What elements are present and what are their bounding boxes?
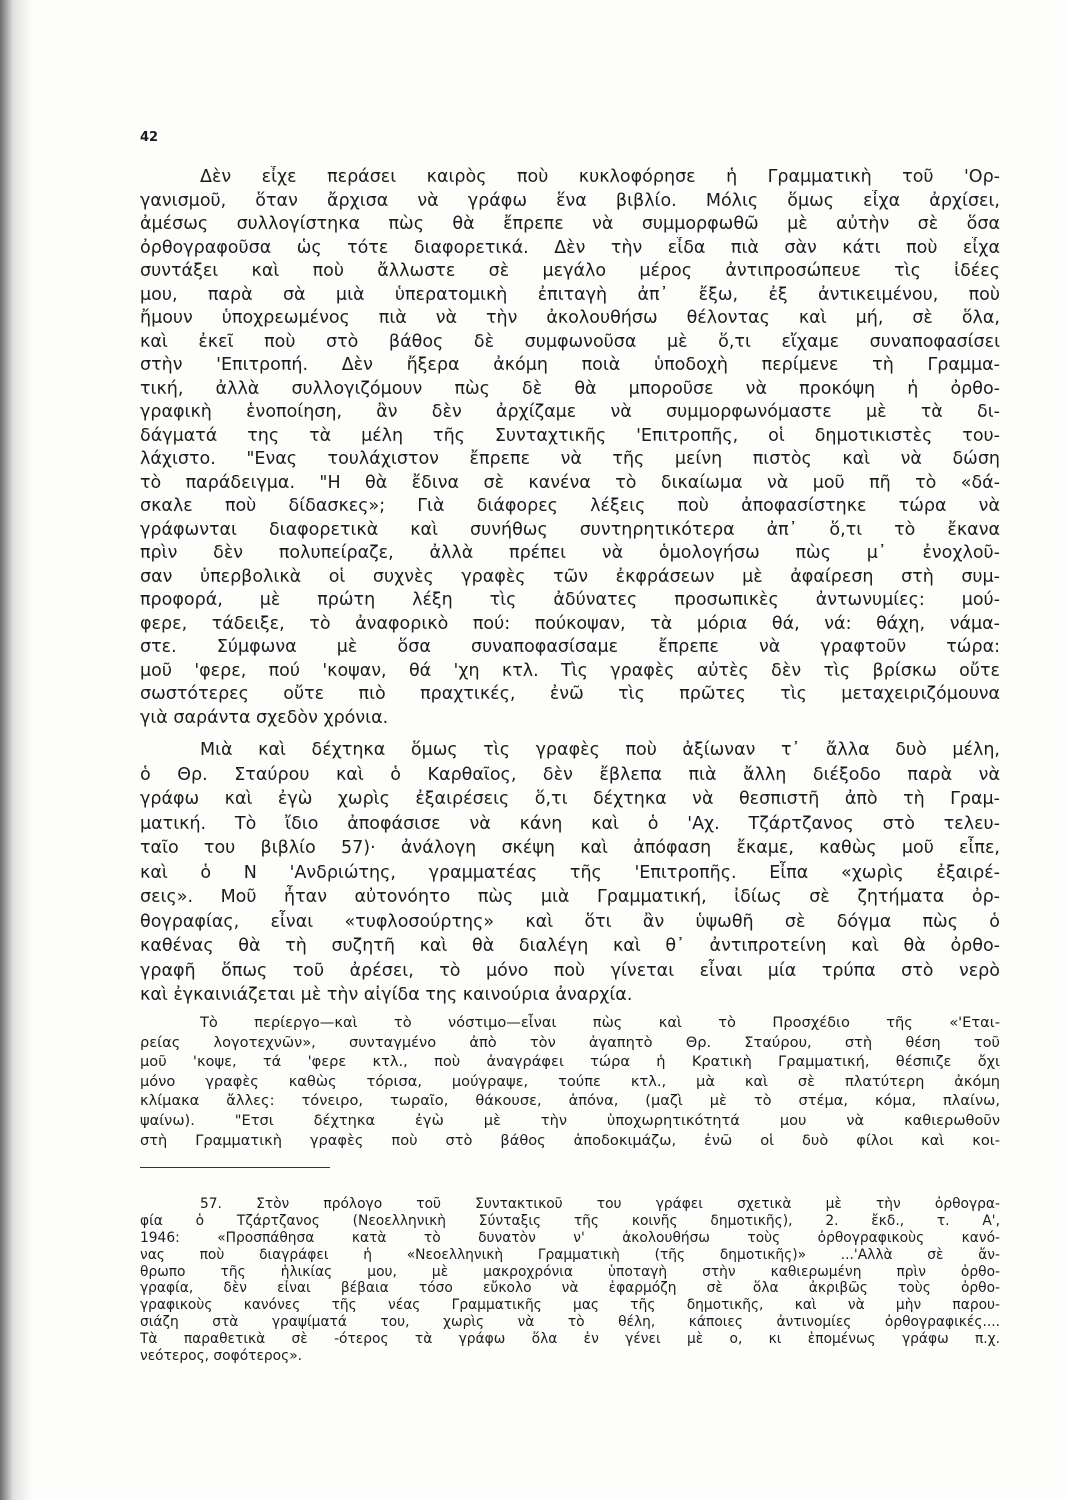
text-line: τική, ἀλλὰ συλλογιζόμουν πὼς δὲ θὰ μποροῦσε νὰ προκόψη ἡ ὀρθο- bbox=[140, 378, 1000, 399]
text-line: ἀμέσως συλλογίστηκα πὼς θὰ ἔπρεπε νὰ συμμορφωθῶ μὲ αὐτὴν σὲ ὅσα bbox=[140, 214, 1000, 234]
text-line: ψαίνω). "Ετσι δέχτηκα ἐγὼ μὲ τὴν ὑποχωρητικότητά μου νὰ καθιερωθοῦν bbox=[140, 1111, 1000, 1129]
text-line: κλίμακα ἄλλες: τόνειρο, τωραῖο, θάκουσε, ἀπόνα, (μαζὶ μὲ τὸ στέμα, κόμα, πλαίνω, bbox=[140, 1092, 1000, 1110]
text-line: γραφικοὺς κανόνες τῆς νέας Γραμματικῆς μας τῆς δημοτικῆς, καὶ νὰ μὴν παρου- bbox=[140, 1297, 1000, 1314]
text-line: μόνο γραφὲς καθὼς τόρισα, μούγραψε, τούπε κτλ., μὰ καὶ σὲ πλατύτερη ἀκόμη bbox=[140, 1072, 1000, 1090]
text-line: ὀρθογραφοῦσα ὡς τότε διαφορετικά. Δὲν τὴν εἶδα πιὰ σὰν κάτι ποὺ εἶχα bbox=[140, 237, 1000, 258]
text-line: συντάξει καὶ ποὺ ἄλλωστε σὲ μεγάλο μέρος ἀντιπροσώπευε τὶς ἰδέες bbox=[140, 261, 1000, 281]
text-line: 1946: «Προσπάθησα κατὰ τὸ δυνατὸν ν' ἀκολουθήσω τοὺς ὀρθογραφικοὺς κανό- bbox=[140, 1229, 1000, 1246]
text-line: θογραφίας, εἶναι «τυφλοσούρτης» καὶ ὅτι ἂν ὑψωθῆ σὲ δόγμα πὼς ὁ bbox=[140, 911, 1000, 932]
text-line: στὴν 'Επιτροπή. Δὲν ἤξερα ἀκόμη ποιὰ ὑποδοχὴ περίμενε τὴ Γραμμα- bbox=[140, 355, 1000, 375]
text-line: ρείας λογοτεχνῶν», συνταγμένο ἀπὸ τὸν ἀγαπητὸ Θρ. Σταύρου, στὴ θέση τοῦ bbox=[140, 1033, 1000, 1051]
text-line: μοῦ 'κοψε, τά 'φερε κτλ., ποὺ ἀναγράφει τώρα ἡ Κρατικὴ Γραμματική, θέσπιζε ὄχι bbox=[140, 1053, 1000, 1071]
text-line: λάχιστο. "Ενας τουλάχιστον ἔπρεπε νὰ τῆς μείνη πιστὸς καὶ νὰ δώση bbox=[140, 449, 1000, 469]
text-line: γιὰ σαράντα σχεδὸν χρόνια. bbox=[140, 707, 389, 728]
text-line: 57. Στὸν πρόλογο τοῦ Συντακτικοῦ του γράφει σχετικὰ μὲ τὴν ὀρθογρα- bbox=[200, 1196, 1000, 1212]
text-line: πρὶν δὲν πολυπείραζε, ἀλλὰ πρέπει νὰ ὁμολογήσω πὼς μ᾽ ἐνοχλοῦ- bbox=[140, 543, 1000, 563]
text-line: Τὰ παραθετικὰ σὲ -ότερος τὰ γράφω ὅλα ἐν γένει μὲ ο, κι ἑπομένως γράφω π.χ. bbox=[140, 1331, 1000, 1348]
text-line: φία ὁ Τζάρτζανος (Νεοελληνικὴ Σύνταξις τῆς κοινῆς δημοτικῆς), 2. ἔκδ., τ. Α', bbox=[140, 1212, 1000, 1229]
text-line: Τὸ περίεργο—καὶ τὸ νόστιμο—εἶναι πὼς καὶ τὸ Προσχέδιο τῆς «'Εται- bbox=[200, 1014, 1000, 1031]
paragraph-1 bbox=[140, 166, 1000, 730]
text-line: θρωπο τῆς ἡλικίας μου, μὲ μακροχρόνια ὑποταγὴ στὴν καθιερωμένη πρὶν ὀρθο- bbox=[140, 1263, 1000, 1280]
footnote-divider bbox=[140, 1167, 330, 1168]
text-line: Μιὰ καὶ δέχτηκα ὅμως τὶς γραφὲς ποὺ ἀξίωναν τ᾽ ἄλλα δυὸ μέλη, bbox=[200, 740, 1000, 760]
text-line: καὶ ἐγκαινιάζεται μὲ τὴν αἰγίδα της καινούρια ἀναρχία. bbox=[140, 985, 633, 1005]
paragraph-3 bbox=[140, 1013, 1000, 1150]
text-line: φερε, τάδειξε, τὸ ἀναφορικὸ πού: πούκοψαν, τὰ μόρια θά, νά: θάχη, νάμα- bbox=[140, 613, 1000, 634]
text-line: προφορά, μὲ πρώτη λέξη τὶς ἀδύνατες προσωπικὲς ἀντωνυμίες: μού- bbox=[140, 590, 1000, 610]
text-line: σεις». Μοῦ ἦταν αὐτονόητο πὼς μιὰ Γραμματική, ἰδίως σὲ ζητήματα ὀρ- bbox=[140, 887, 1000, 907]
text-line: γράφωνται διαφορετικὰ καὶ συνήθως συντηρητικότερα ἀπ᾽ ὅ,τι τὸ ἔκανα bbox=[140, 519, 1000, 540]
text-line: στε. Σύμφωνα μὲ ὅσα συναποφασίσαμε ἔπρεπε νὰ γραφτοῦν τώρα: bbox=[140, 637, 1000, 657]
text-line: μοῦ 'φερε, πού 'κοψαν, θά 'χη κτλ. Τὶς γραφὲς αὐτὲς δὲν τὶς βρίσκω οὔτε bbox=[140, 660, 1000, 681]
text-line: γραφικὴ ἑνοποίηση, ἂν δὲν ἀρχίζαμε νὰ συμμορφωνόμαστε μὲ τὰ δι- bbox=[140, 402, 1000, 422]
text-line: σωστότερες οὔτε πιὸ πραχτικές, ἐνῶ τὶς πρῶτες τὶς μεταχειριζόμουνα bbox=[140, 684, 1000, 704]
page-number: 42 bbox=[140, 130, 159, 145]
text-line: στὴ Γραμματικὴ γραφὲς ποὺ στὸ βάθος ἀποδοκιμάζω, ἐνῶ οἱ δυὸ φίλοι καὶ κοι- bbox=[140, 1131, 1000, 1149]
text-line: νεότερος, σοφότερος». bbox=[140, 1348, 303, 1365]
text-line: ματική. Τὸ ἴδιο ἀποφάσισε νὰ κάνη καὶ ὁ 'Αχ. Τζάρτζανος στὸ τελευ- bbox=[140, 813, 1000, 834]
text-line: καὶ ἐκεῖ ποὺ στὸ βάθος δὲ συμφωνοῦσα μὲ ὅ,τι εἴχαμε συναποφασίσει bbox=[140, 331, 1000, 352]
text-line: ὁ Θρ. Σταύρου καὶ ὁ Καρθαῖος, δὲν ἔβλεπα πιὰ ἄλλη διέξοδο παρὰ νὰ bbox=[140, 764, 1000, 785]
text-line: καθένας θὰ τὴ συζητῆ καὶ θὰ διαλέγη καὶ θ᾽ ἀντιπροτείνη καὶ θὰ ὀρθο- bbox=[140, 936, 1000, 956]
text-line: μου, παρὰ σὰ μιὰ ὑπερατομικὴ ἐπιταγὴ ἀπ᾽ ἔξω, ἐξ ἀντικειμένου, ποὺ bbox=[140, 284, 1000, 305]
text-line: γράφω καὶ ἐγὼ χωρὶς ἐξαιρέσεις ὅ,τι δέχτηκα νὰ θεσπιστῆ ἀπὸ τὴ Γραμ- bbox=[140, 789, 1000, 809]
text-line: τὸ παράδειγμα. "Η θὰ ἔδινα σὲ κανένα τὸ δικαίωμα νὰ μοῦ πῆ τὸ «δά- bbox=[140, 472, 1000, 493]
text-line: Δὲν εἶχε περάσει καιρὸς ποὺ κυκλοφόρησε ἡ Γραμματικὴ τοῦ 'Ορ- bbox=[200, 167, 1000, 187]
text-line: σιάζη στὰ γραψίματά του, χωρὶς νὰ τὸ θέλη, κάποιες ἀντινομίες ὀρθογραφικές.... bbox=[140, 1314, 1000, 1331]
text-line: σαν ὑπερβολικὰ οἱ συχνὲς γραφὲς τῶν ἐκφράσεων μὲ ἀφαίρεση στὴ συμ- bbox=[140, 566, 1000, 587]
text-line: δάγματά της τὰ μέλη τῆς Συνταχτικῆς 'Επιτροπῆς, οἱ δημοτικιστὲς του- bbox=[140, 425, 1000, 446]
text-line: νας ποὺ διαγράφει ἡ «Νεοελληνικὴ Γραμματικὴ (τῆς δημοτικῆς)» ...'Αλλὰ σὲ ἄν- bbox=[140, 1246, 1000, 1263]
scan-edge-shadow bbox=[14, 0, 32, 1500]
scan-edge bbox=[0, 0, 14, 1500]
text-line: γραφῆ ὅπως τοῦ ἀρέσει, τὸ μόνο ποὺ γίνεται εἶναι μία τρύπα στὸ νερὸ bbox=[140, 960, 1000, 981]
text-line: ταῖο του βιβλίο 57)· ἀνάλογη σκέψη καὶ ἀπόφαση ἔκαμε, καθὼς μοῦ εἶπε, bbox=[140, 838, 1000, 858]
text-line: ἤμουν ὑποχρεωμένος πιὰ νὰ τὴν ἀκολουθήσω θέλοντας καὶ μή, σὲ ὅλα, bbox=[140, 308, 1000, 328]
text-line: καὶ ὁ Ν 'Ανδριώτης, γραμματέας τῆς 'Επιτροπῆς. Εἶπα «χωρὶς ἐξαιρέ- bbox=[140, 862, 1000, 883]
footnote-57 bbox=[140, 1196, 1000, 1365]
text-line: γραφία, δὲν εἶναι βέβαια τόσο εὔκολο νὰ ἐφαρμόζη σὲ ὅλα ἀκριβῶς τοὺς ὀρθο- bbox=[140, 1280, 1000, 1297]
paragraph-2 bbox=[140, 738, 1000, 1008]
text-line: γανισμοῦ, ὅταν ἄρχισα νὰ γράφω ἕνα βιβλίο. Μόλις ὅμως εἶχα ἀρχίσει, bbox=[140, 190, 1000, 211]
text-line: σκαλε ποὺ δίδασκες»; Γιὰ διάφορες λέξεις ποὺ ἀποφασίστηκε τώρα νὰ bbox=[140, 496, 1000, 516]
